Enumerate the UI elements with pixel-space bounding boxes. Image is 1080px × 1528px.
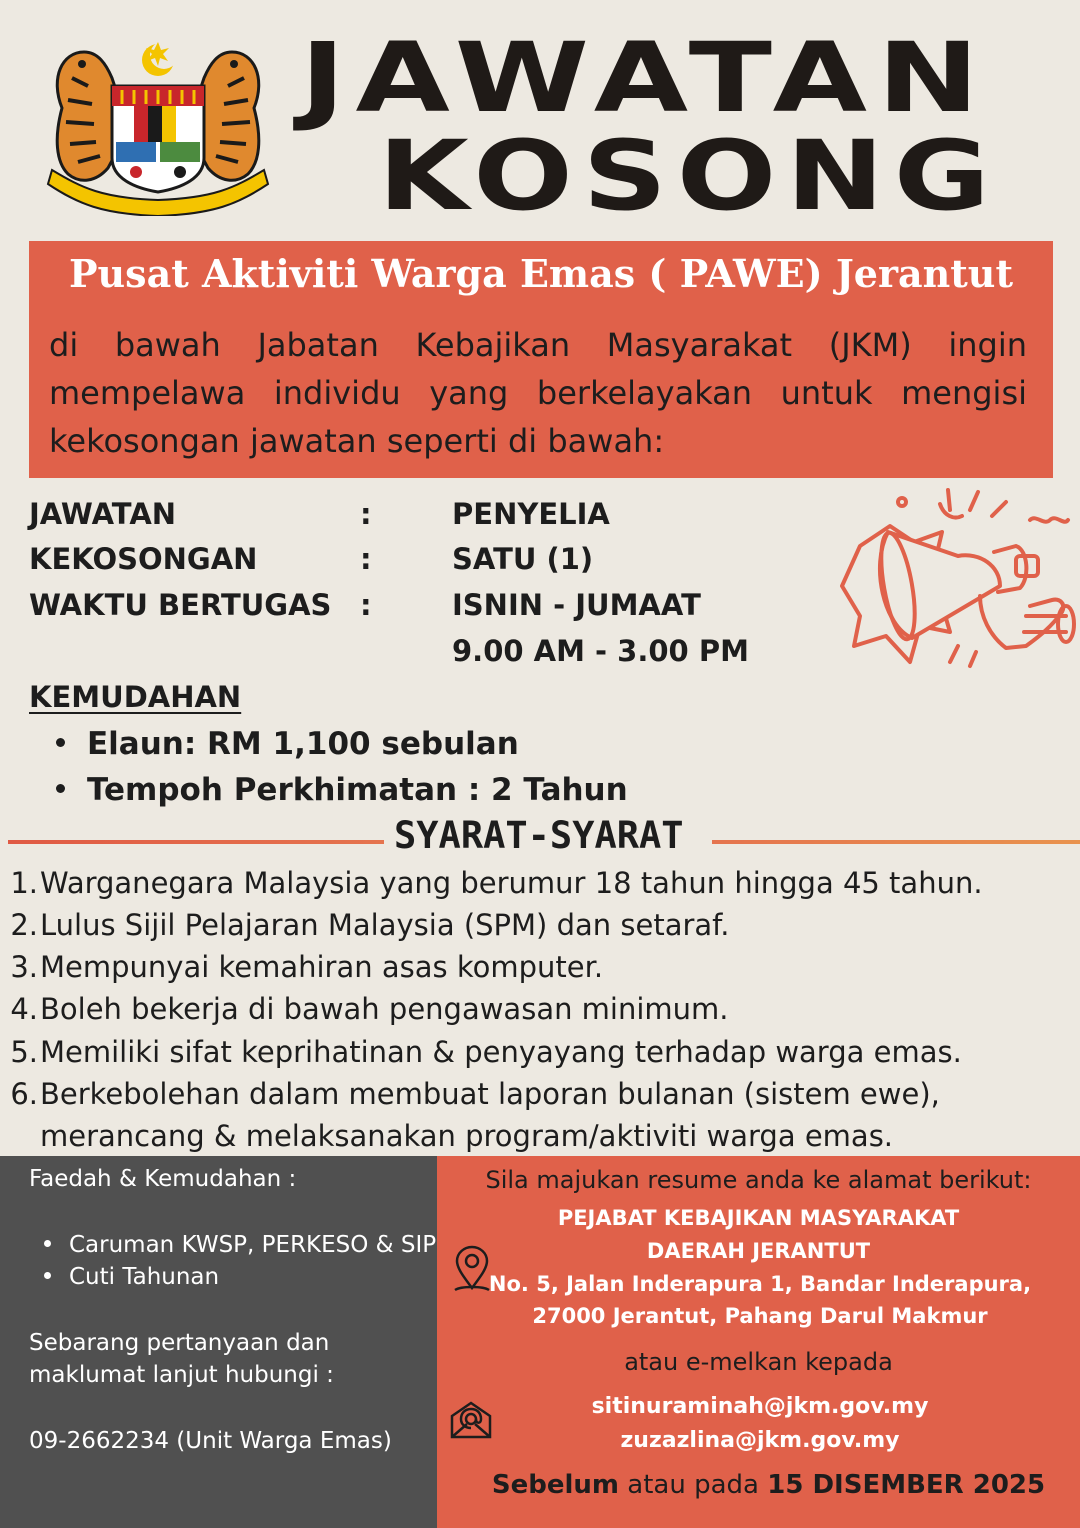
requirement-text: Mempunyai kemahiran asas komputer. [40,950,604,984]
benefit-item [56,772,628,808]
job-colon: : [360,588,372,622]
bullet-icon [56,738,65,747]
job-label-waktu: WAKTU BERTUGAS [29,588,332,622]
title-line-1: JAWATAN [300,22,990,134]
divider-right [712,840,1080,844]
email-address[interactable]: zuzazlina@jkm.gov.my [620,1428,900,1453]
job-label-kekosongan: KEKOSONGAN [29,542,258,576]
deadline-prefix: Sebelum [491,1470,620,1500]
megaphone-icon [830,486,1080,686]
address-line: DAERAH JERANTUT [646,1239,871,1263]
benefit-text: Tempoh Perkhimatan : 2 Tahun [87,772,628,808]
requirement-text: Memiliki sifat keprihatinan & penyayang terhadap warga emas. [40,1035,962,1069]
requirement-number: 4. [10,992,38,1026]
deadline-mid: atau pada [627,1470,759,1500]
email-address[interactable]: sitinuraminah@jkm.gov.my [591,1394,929,1419]
syarat-heading: SYARAT-SYARAT [394,814,684,857]
intro-description: di bawah Jabatan Kebajikan Masyarakat (JKM) ingin mempelawa individu yang berkelayakan untuk mengisi kekosongan jawatan seperti di bawah: [49,326,1027,460]
requirement-number: 3. [10,950,38,984]
send-instruction: Sila majukan resume anda ke alamat berikut: [485,1166,1032,1194]
requirement-number: 6. [10,1077,38,1111]
job-value-jawatan: PENYELIA [452,497,610,531]
address-line: 27000 Jerantut, Pahang Darul Makmur [532,1304,988,1328]
malaysia-coat-of-arms-icon [42,38,274,216]
bullet-icon [44,1272,51,1279]
job-colon: : [360,542,372,576]
bullet-icon [56,784,65,793]
email-intro: atau e-melkan kepada [624,1348,893,1376]
faedah-item [44,1232,436,1258]
deadline [447,1470,1080,1500]
title-line-2: KOSONG [378,120,1000,232]
requirement-text: Berkebolehan dalam membuat laporan bulanan (sistem ewe), [40,1077,940,1111]
application-panel [437,1156,1080,1528]
divider-left [8,840,384,844]
requirement-number: 5. [10,1035,38,1069]
requirement-text-continued: merancang & melaksanakan program/aktiviti warga emas. [40,1119,894,1153]
benefit-item [56,726,519,762]
address-line: No. 5, Jalan Inderapura 1, Bandar Inderapura, [488,1272,1032,1296]
job-colon: : [360,497,372,531]
faedah-item-text: Cuti Tahunan [69,1264,220,1290]
benefit-text: Elaun: RM 1,100 sebulan [87,726,519,762]
requirement-number: 2. [10,908,38,942]
intro-box [29,241,1053,478]
phone-number: 09-2662234 (Unit Warga Emas) [29,1428,392,1454]
deadline-date: 15 DISEMBER 2025 [767,1470,1046,1500]
job-value-waktu-days: ISNIN - JUMAAT [452,588,701,622]
job-label-jawatan: JAWATAN [29,497,177,531]
contact-intro-line2: maklumat lanjut hubungi : [29,1362,334,1388]
bullet-icon [44,1240,51,1247]
requirement-text: Warganegara Malaysia yang berumur 18 tahun hingga 45 tahun. [40,866,983,900]
faedah-item-text: Caruman KWSP, PERKESO & SIP [69,1232,437,1258]
address-line: PEJABAT KEBAJIKAN MASYARAKAT [557,1206,960,1230]
organization-name: Pusat Aktiviti Warga Emas ( PAWE) Jerantut [68,251,1013,296]
kemudahan-heading: KEMUDAHAN [29,680,242,714]
faedah-heading: Faedah & Kemudahan : [29,1166,297,1192]
contact-intro-line1: Sebarang pertanyaan dan [29,1330,330,1356]
requirement-text: Boleh bekerja di bawah pengawasan minimum. [40,992,729,1026]
requirement-text: Lulus Sijil Pelajaran Malaysia (SPM) dan setaraf. [40,908,730,942]
contact-panel [0,1156,437,1528]
job-value-waktu-hours: 9.00 AM - 3.00 PM [452,634,749,668]
faedah-item [44,1264,219,1290]
job-value-kekosongan: SATU (1) [452,542,594,576]
requirement-number: 1. [10,866,38,900]
